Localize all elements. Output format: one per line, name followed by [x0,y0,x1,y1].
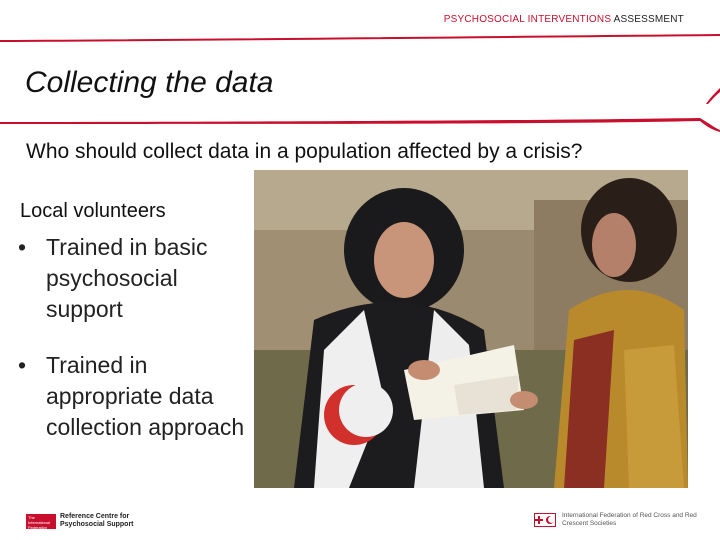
slide-title: Collecting the data [25,66,274,99]
reference-centre-logo-small-text: The International Federation [28,514,51,530]
subheading: Local volunteers [20,200,166,222]
volunteers-photo [254,170,688,488]
header-label-rest: ASSESSMENT [611,14,684,25]
header-label-accent: PSYCHOSOCIAL INTERVENTIONS [443,14,612,25]
red-cross-red-crescent-icon [534,513,556,527]
bullet-marker: • [18,234,27,260]
header-label [444,14,684,25]
bullet-item [18,232,248,325]
ifrc-logo-text: International Federation of Red Cross and Red Crescent Societies [562,512,697,527]
question-text: Who should collect data in a population affected by a crisis? [26,140,583,163]
ifrc-logo [534,512,712,528]
bullet-item [18,350,248,443]
bullet-list [18,232,248,468]
reference-centre-logo-text: Reference Centre for Psychosocial Support [60,513,134,528]
bullet-text: Trained in appropriate data collection approach [46,352,245,440]
reference-centre-logo-mark [26,514,56,529]
reference-centre-logo [26,513,150,529]
title-rule-bottom [0,118,720,134]
bullet-text: Trained in basic psychosocial support [46,234,208,322]
bullet-marker: • [18,352,27,378]
